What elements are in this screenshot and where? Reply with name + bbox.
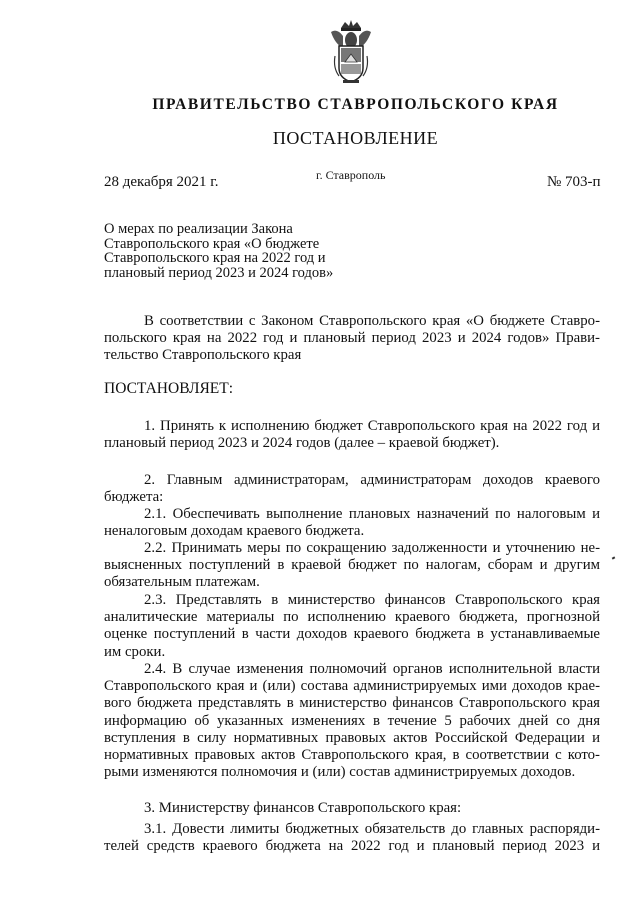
coat-of-arms-icon	[329, 18, 373, 86]
clause-2	[104, 472, 600, 506]
clause-3	[104, 800, 600, 817]
paragraph-line: аналитические материалы по исполнению краевого бюджета, прогнозной	[104, 609, 600, 626]
document-date: 28 декабря 2021 г.	[104, 174, 219, 190]
document-number: № 703-п	[547, 174, 601, 190]
paragraph-line: оценке поступлений в части доходов краевого бюджета в устанавливаемые	[104, 626, 600, 643]
paragraph-line: вого бюджета представлять в министерство финансов Ставропольского края	[104, 695, 600, 712]
organization-title: ПРАВИТЕЛЬСТВО СТАВРОПОЛЬСКОГО КРАЯ	[152, 96, 559, 113]
preamble-paragraph	[104, 313, 600, 365]
paragraph-line: 2.4. В случае изменения полномочий органов исполнительной власти	[144, 661, 600, 677]
paragraph-line: 2.1. Обеспечивать выполнение плановых назначений по налоговым и	[144, 506, 600, 522]
paragraph-line: 1. Принять к исполнению бюджет Ставропольского края на 2022 год и	[144, 418, 600, 434]
clause-2-4	[104, 661, 600, 781]
subject-line: плановый период 2023 и 2024 годов»	[104, 264, 334, 281]
paragraph-line: тельство Ставропольского края	[104, 347, 302, 364]
paragraph-line: обязательным платежам.	[104, 574, 260, 591]
clause-3-1	[104, 821, 600, 855]
paragraph-line: плановый период 2023 и 2024 годов (далее – краевой бюджет).	[104, 435, 500, 452]
paragraph-line: 2.2. Принимать меры по сокращению задолженности и уточнению не-	[144, 540, 600, 556]
paragraph-line: неналоговым доходам краевого бюджета.	[104, 523, 365, 540]
document-city: г. Ставрополь	[316, 168, 386, 182]
paragraph-line: Ставропольского края и (или) состава администрируемых ими доходов крае-	[104, 678, 600, 695]
paragraph-line: 2.3. Представлять в министерство финансов Ставропольского края	[144, 592, 600, 608]
paragraph-line: информацию об указанных изменениях в течение 5 рабочих дней со дня	[104, 712, 600, 729]
subject-line: Ставропольского края на 2022 год и	[104, 250, 326, 266]
paragraph-line: телей средств краевого бюджета на 2022 год и плановый период 2023 и	[104, 838, 600, 855]
paragraph-line: 3.1. Довести лимиты бюджетных обязательств до главных распоряди-	[144, 821, 600, 837]
subject-line: О мерах по реализации Закона	[104, 221, 293, 237]
paragraph-line: 2. Главным администраторам, администраторам доходов краевого	[144, 472, 600, 488]
paragraph-line: нормативных правовых актов Ставропольского края, в соответствии с кото-	[104, 746, 600, 763]
paragraph-line: В соответствии с Законом Ставропольского края «О бюджете Ставро-	[144, 313, 600, 329]
resolves-heading: ПОСТАНОВЛЯЕТ:	[104, 380, 234, 397]
subject-line: Ставропольского края «О бюджете	[104, 235, 320, 252]
paragraph-line: выясненных поступлений в краевой бюджет по налогам, сборам и другим	[104, 557, 600, 574]
paragraph-line: вступления в силу нормативных правовых актов Российской Федерации и	[104, 729, 600, 746]
paragraph-line: польского края на 2022 год и плановый период 2023 и 2024 годов» Прави-	[104, 330, 600, 347]
clause-2-1	[104, 506, 600, 540]
paragraph-line: рыми изменяются полномочия и (или) состав администрируемых доходов.	[104, 764, 576, 781]
paragraph-line: 3. Министерству финансов Ставропольского края:	[144, 800, 462, 816]
clause-2-3	[104, 592, 600, 661]
clause-2-2	[104, 540, 600, 592]
document-type: ПОСТАНОВЛЕНИЕ	[272, 128, 439, 148]
paragraph-line: бюджета:	[104, 489, 164, 506]
paragraph-line: им сроки.	[104, 643, 166, 660]
clause-1	[104, 418, 600, 452]
document-subject	[104, 222, 333, 280]
scan-mark	[612, 556, 616, 559]
